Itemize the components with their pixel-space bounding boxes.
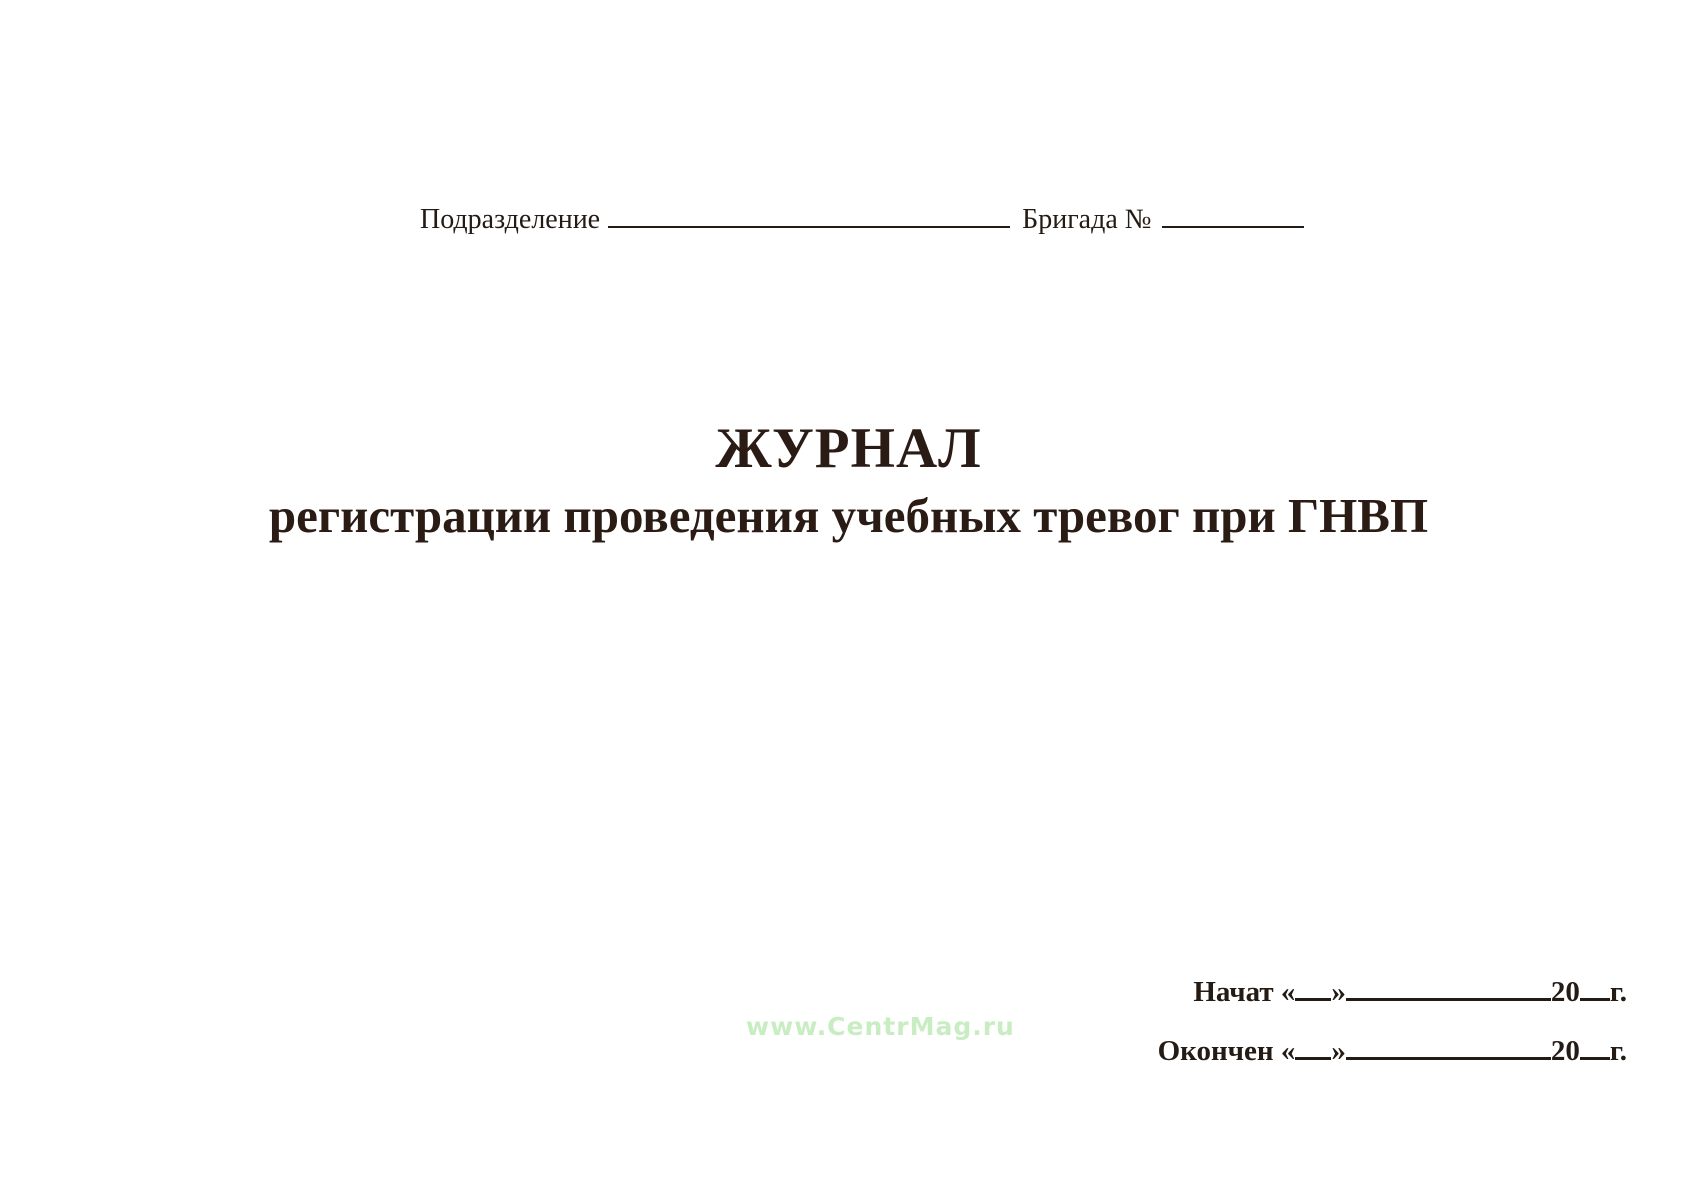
brigade-label: Бригада № (1022, 204, 1152, 235)
page-title: ЖУРНАЛ (715, 417, 982, 480)
started-year-blank-line (1580, 998, 1610, 1001)
started-label: Начат (1193, 976, 1274, 1008)
centrmag-watermark: www.CentrMag.ru (746, 1012, 1015, 1041)
finished-year-suffix: г. (1609, 1035, 1627, 1067)
finished-day-blank-line (1295, 1057, 1331, 1060)
date-started-line (1193, 976, 1627, 1009)
title-block (0, 417, 1697, 543)
open-quote: « (1280, 976, 1296, 1008)
started-month-blank-line (1346, 998, 1551, 1001)
date-finished-line (1158, 1035, 1627, 1068)
header-fill-line (420, 204, 1304, 236)
unit-label: Подразделение (420, 204, 601, 235)
started-day-blank-line (1295, 998, 1331, 1001)
finished-label: Окончен (1157, 1035, 1274, 1067)
open-quote: « (1280, 1035, 1296, 1067)
page-subtitle: регистрации проведения учебных тревог при ГНВП (268, 488, 1429, 543)
finished-century: 20 (1550, 1035, 1580, 1067)
started-century: 20 (1550, 976, 1580, 1008)
finished-month-blank-line (1346, 1057, 1551, 1060)
unit-blank-line (608, 226, 1010, 228)
finished-year-blank-line (1580, 1057, 1610, 1060)
close-quote: » (1331, 1035, 1346, 1067)
close-quote: » (1331, 976, 1346, 1008)
brigade-number-blank-line (1162, 226, 1304, 228)
started-year-suffix: г. (1609, 976, 1627, 1008)
